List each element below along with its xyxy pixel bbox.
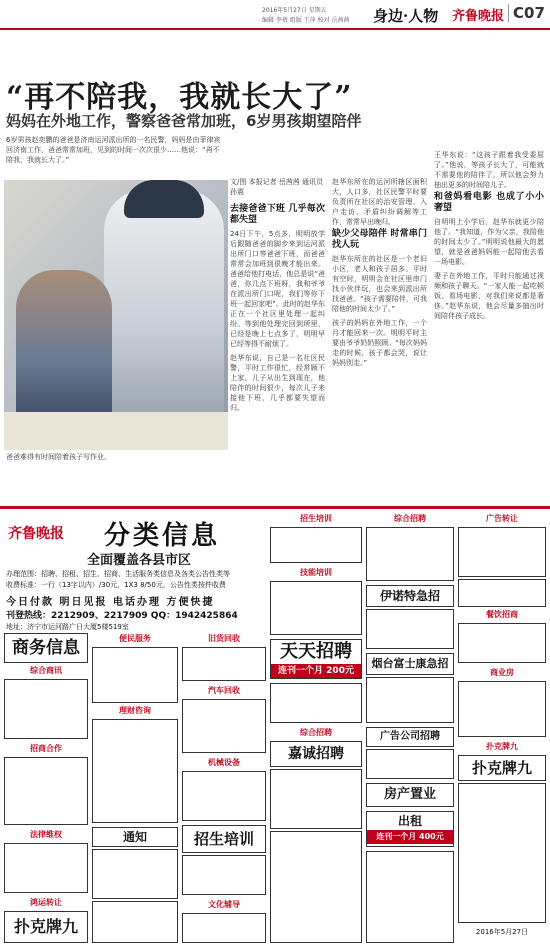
section-header: 机械设备 — [208, 758, 240, 767]
ad-ad-company: 广告公司招聘 — [366, 727, 454, 747]
info-scope: 办理范围：招聘、招租、招生、招商、生活服务类信息及各类公告性类等 — [6, 570, 230, 578]
ad-block — [366, 677, 454, 723]
section-header: 广告转让 — [486, 514, 518, 523]
article-subhead: 妈妈在外地工作，警察爸爸常加班，6岁男孩期望陪伴 — [6, 112, 362, 130]
classifieds-coverage: 全面覆盖各县市区 — [86, 553, 191, 568]
info-pricing: 收费标准：一行（13字以内）/30元，1X3 8/50元，公告性类按件收费 — [6, 581, 226, 589]
ad-jiacheng: 嘉诚招聘 — [270, 741, 362, 767]
ad-block — [92, 901, 178, 943]
police-cap — [124, 180, 204, 218]
ad-block — [182, 913, 266, 943]
classifieds-address: 地址：济宁市运河路广日大厦5楼519室 — [6, 623, 129, 631]
notice-date: 2016年5月27日 — [475, 928, 529, 936]
ad-block — [458, 623, 546, 663]
column-subheading: 和爸妈看电影 也成了小小奢望 — [434, 192, 544, 213]
ad-block — [182, 647, 266, 681]
ad-daily-recruit — [270, 639, 362, 679]
section-header: 文化辅导 — [208, 900, 240, 909]
ad-block — [270, 683, 362, 723]
ad-foxconn: 烟台富士康急招 — [366, 653, 454, 675]
section-header: 汽车回收 — [208, 686, 240, 695]
classifieds-logo: 齐鲁晚报 — [8, 526, 64, 542]
section-header: 旧货回收 — [208, 634, 240, 643]
ad-block — [4, 679, 88, 739]
ad-block — [270, 581, 362, 635]
ad-training: 招生培训 — [182, 825, 266, 853]
ad-block — [366, 609, 454, 649]
section-business-info: 商务信息 — [4, 633, 88, 663]
child-figure — [16, 270, 112, 420]
ad-block — [458, 681, 546, 737]
ad-block — [270, 527, 362, 563]
ad-price: 连刊一个月 200元 — [271, 664, 361, 678]
page-number: C07 — [508, 4, 545, 22]
ad-block — [366, 749, 454, 779]
ad-poker-left: 扑克牌九 — [4, 911, 88, 943]
section-header: 综合招聘 — [394, 514, 426, 523]
ad-block — [270, 831, 362, 943]
column-text: 赵华东所在的社区是一个老旧小区，老人和孩子居多。平时有空时，明明会在社区里串门找小伙伴玩，也会来到派出所找爸爸。“孩子需要陪伴，可我陪他的时间太少了。” — [332, 255, 427, 313]
section-header: 技能培训 — [300, 568, 332, 577]
column-text: 孩子的妈妈在外地工作，一个月才能回来一次。明明平时主要由爷爷奶奶照顾。“每次妈妈走的时候，孩子都会哭，说让妈妈别走。” — [332, 319, 427, 367]
ad-real-estate: 房产置业 — [366, 783, 454, 807]
column-text: 王华东说：“这孩子跟着我受委屈了。”他说，等孩子长大了，可能就不需要他的陪伴了，所以他会努力抽出更多的时间陪儿子。 — [434, 151, 544, 189]
section-header: 扑克牌九 — [486, 742, 518, 751]
ad-rent — [366, 811, 454, 847]
section-header: 招生培训 — [300, 514, 332, 523]
column-text: 24日下午，5点多，明明放学后跟随爸爸的脚步来到运河派出所门口等爸爸下班，而爸爸常常会加班到很晚才能出来。爸爸给他打电话，他总是说“爸爸，你几点下班呀，我和爷爷在派出所门口呢，我们等你下班一起回家吧”。此时的赵华东正在一个社区里处理一起纠纷。等到他处理完回到所里，已经是晚上七点多了，明明早已经等得不耐烦了。 — [230, 230, 325, 348]
classifieds-tagline: 今日付款 明日见报 电话办理 方便快捷 — [6, 597, 215, 608]
article-column-3 — [434, 150, 544, 498]
section-title: 身边·人物 — [373, 7, 439, 25]
article-photo — [4, 180, 228, 450]
section-header: 鸿运转让 — [30, 898, 62, 907]
classifieds-section — [0, 506, 550, 944]
ad-block — [182, 699, 266, 753]
section-header: 理财咨询 — [119, 706, 151, 715]
column-subheading: 缺少父母陪伴 时常串门找人玩 — [332, 229, 427, 250]
section-header: 综合招聘 — [300, 728, 332, 737]
article-byline: 文/图 本报记者 岳茜茜 通讯员 孙震 — [230, 178, 324, 196]
ad-block — [458, 579, 546, 607]
ad-innotech: 伊诺特急招 — [366, 585, 454, 607]
ad-block — [366, 851, 454, 943]
desk — [4, 412, 228, 450]
column-subheading: 去接爸爸下班 几乎每次都失望 — [230, 204, 325, 225]
ad-price: 连刊一个月 400元 — [367, 830, 453, 844]
photo-caption: 爸爸难得有时间陪着孩子写作业。 — [6, 453, 111, 461]
ad-block — [92, 719, 178, 823]
ad-block — [92, 647, 178, 703]
section-header: 商业房 — [490, 668, 514, 677]
ad-block — [92, 849, 178, 899]
ad-title: 出租 — [397, 814, 422, 828]
officer-figure — [104, 190, 224, 420]
ad-block — [458, 527, 546, 577]
article-lede: 6岁男孩赵奕鹏的爸爸是济南运河派出所的一名民警，妈妈是由菲律宾回济南工作，爸爸常常加班，见到的时间一次次很少……他说：“再不陪我，我就长大了。” — [6, 136, 221, 164]
ad-title: 天天招聘 — [280, 641, 352, 662]
section-header: 便民服务 — [119, 634, 151, 643]
column-text: 赵华东所在的运河所辖区面积大，人口多，社区民警平时要负责所在社区的治安管理、入户走访、矛盾纠纷调解等工作，常常早出晚归。 — [332, 178, 427, 226]
column-text: 自明明上小学后，赵华东就更少陪他了。“我知道，作为父亲，我陪他的时间太少了。”明明说他最大的愿望，就是爸爸妈妈能一起陪他去看一场电影。 — [434, 218, 544, 266]
section-header: 法律维权 — [30, 830, 62, 839]
classifieds-info — [6, 569, 268, 591]
section-header: 招商合作 — [30, 744, 62, 753]
classifieds-phone: 刊登热线：2212909、2217909 QQ：1942425864 — [6, 611, 238, 621]
editor-credits: 编辑 李蓓 组版 王萍 校对 岳茜茜 — [262, 17, 350, 24]
ad-block — [4, 757, 88, 825]
section-header: 综合商讯 — [30, 666, 62, 675]
ad-poker-right: 扑克牌九 — [458, 755, 546, 781]
ad-block — [458, 783, 546, 923]
newspaper-logo: 齐鲁晚报 — [452, 9, 505, 24]
page-header — [0, 0, 550, 30]
section-header: 餐饮招商 — [486, 610, 518, 619]
issue-date: 2016年5月27日 星期五 — [262, 7, 327, 14]
article-column-1 — [230, 202, 325, 498]
article-headline: “再不陪我，我就长大了” — [6, 80, 353, 115]
ad-block — [182, 771, 266, 821]
ad-block — [182, 855, 266, 895]
classifieds-title: 分类信息 — [104, 521, 221, 551]
column-text: 妻子在外地工作，平时只能通过视频和孩子聊天。“一家人能一起吃顿饭、看场电影，对我们来说都是奢侈。”赵华东说，他会尽量多抽出时间陪伴孩子成长。 — [434, 272, 544, 320]
column-text: 赵华东说，自己是一名社区民警，平时工作很忙，经常顾不上家。儿子从出生到现在，他陪伴的时间很少，每次儿子来接他下班，几乎都要失望而归。 — [230, 354, 325, 412]
ad-block — [366, 527, 454, 581]
article-column-2 — [332, 177, 427, 498]
ad-block — [270, 769, 362, 829]
ad-notice: 通知 — [92, 827, 178, 847]
ad-block — [4, 843, 88, 893]
